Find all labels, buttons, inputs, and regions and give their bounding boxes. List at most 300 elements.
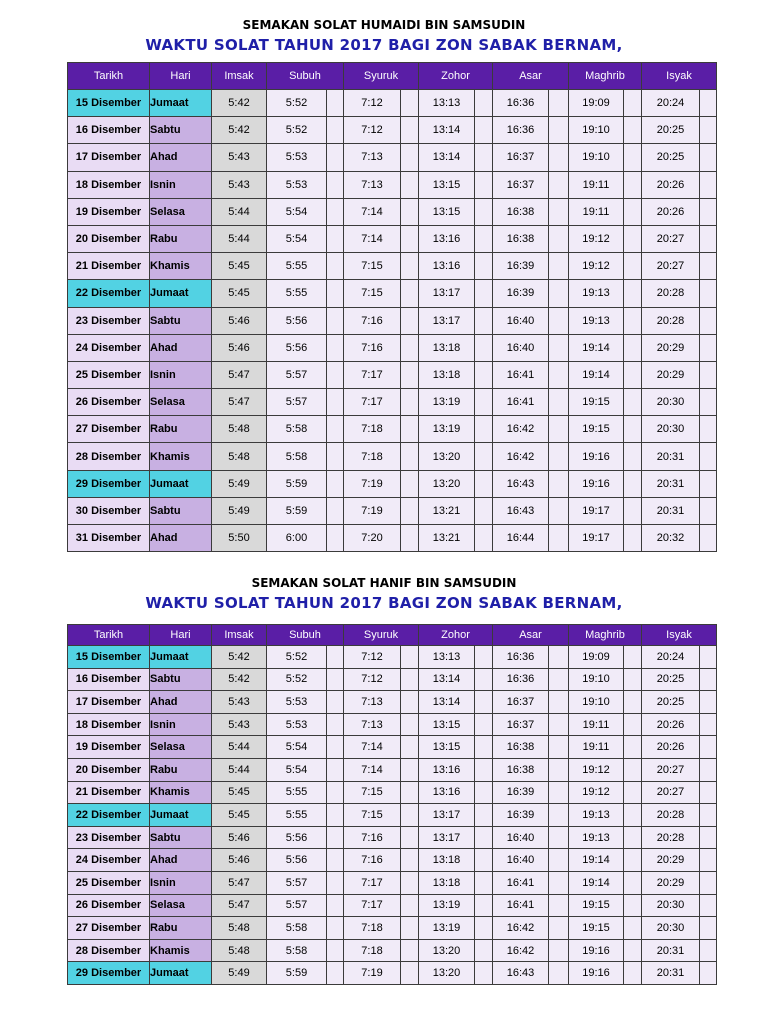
spacer-cell	[327, 758, 344, 781]
spacer-cell	[549, 646, 569, 669]
asar-cell: 16:37	[493, 171, 549, 198]
spacer-cell	[327, 781, 344, 804]
spacer-cell	[624, 781, 642, 804]
spacer-cell	[475, 307, 493, 334]
subuh-cell: 5:52	[267, 90, 327, 117]
subuh-cell: 5:59	[267, 470, 327, 497]
imsak-cell: 5:46	[212, 849, 267, 872]
maghrib-cell: 19:14	[569, 361, 624, 388]
isyak-cell: 20:27	[642, 758, 700, 781]
maghrib-cell: 19:10	[569, 144, 624, 171]
column-header: Tarikh	[68, 63, 150, 90]
day-cell: Jumaat	[150, 280, 212, 307]
spacer-cell	[549, 691, 569, 714]
maghrib-cell: 19:13	[569, 280, 624, 307]
column-header: Zohor	[419, 625, 493, 646]
spacer-cell	[700, 917, 717, 940]
spacer-cell	[401, 525, 419, 552]
spacer-cell	[475, 443, 493, 470]
asar-cell: 16:40	[493, 334, 549, 361]
spacer-cell	[475, 416, 493, 443]
subuh-cell: 5:58	[267, 416, 327, 443]
column-header: Subuh	[267, 625, 344, 646]
table-row	[68, 691, 717, 714]
date-cell: 21 Disember	[68, 781, 150, 804]
maghrib-cell: 19:15	[569, 389, 624, 416]
spacer-cell	[549, 144, 569, 171]
subuh-cell: 5:58	[267, 443, 327, 470]
isyak-cell: 20:27	[642, 781, 700, 804]
zohor-cell: 13:17	[419, 804, 475, 827]
column-header: Zohor	[419, 63, 493, 90]
subuh-cell: 5:58	[267, 939, 327, 962]
day-cell: Isnin	[150, 361, 212, 388]
zohor-cell: 13:15	[419, 171, 475, 198]
isyak-cell: 20:27	[642, 253, 700, 280]
spacer-cell	[700, 253, 717, 280]
spacer-cell	[549, 90, 569, 117]
spacer-cell	[327, 668, 344, 691]
day-cell: Sabtu	[150, 668, 212, 691]
table-row	[68, 334, 717, 361]
spacer-cell	[475, 962, 493, 985]
imsak-cell: 5:49	[212, 497, 267, 524]
day-cell: Selasa	[150, 389, 212, 416]
asar-cell: 16:43	[493, 962, 549, 985]
syuruk-cell: 7:15	[344, 280, 401, 307]
table-row	[68, 225, 717, 252]
prayer-times-table	[67, 624, 717, 985]
table-row	[68, 871, 717, 894]
table-row	[68, 894, 717, 917]
spacer-cell	[475, 117, 493, 144]
spacer-cell	[401, 416, 419, 443]
spacer-cell	[327, 917, 344, 940]
asar-cell: 16:39	[493, 280, 549, 307]
asar-cell: 16:36	[493, 668, 549, 691]
column-header: Subuh	[267, 63, 344, 90]
maghrib-cell: 19:12	[569, 758, 624, 781]
syuruk-cell: 7:18	[344, 443, 401, 470]
day-cell: Selasa	[150, 736, 212, 759]
maghrib-cell: 19:15	[569, 894, 624, 917]
spacer-cell	[624, 758, 642, 781]
zohor-cell: 13:16	[419, 253, 475, 280]
maghrib-cell: 19:11	[569, 171, 624, 198]
spacer-cell	[549, 525, 569, 552]
table-row	[68, 826, 717, 849]
spacer-cell	[401, 849, 419, 872]
imsak-cell: 5:44	[212, 198, 267, 225]
imsak-cell: 5:49	[212, 470, 267, 497]
table-row	[68, 416, 717, 443]
table-row	[68, 849, 717, 872]
day-cell: Isnin	[150, 713, 212, 736]
asar-cell: 16:37	[493, 144, 549, 171]
maghrib-cell: 19:17	[569, 525, 624, 552]
spacer-cell	[624, 497, 642, 524]
table-row	[68, 470, 717, 497]
spacer-cell	[475, 871, 493, 894]
day-cell: Jumaat	[150, 804, 212, 827]
spacer-cell	[624, 646, 642, 669]
asar-cell: 16:42	[493, 443, 549, 470]
spacer-cell	[475, 758, 493, 781]
isyak-cell: 20:30	[642, 894, 700, 917]
day-cell: Rabu	[150, 758, 212, 781]
imsak-cell: 5:46	[212, 826, 267, 849]
table-row	[68, 525, 717, 552]
spacer-cell	[700, 646, 717, 669]
zohor-cell: 13:19	[419, 917, 475, 940]
maghrib-cell: 19:13	[569, 804, 624, 827]
spacer-cell	[549, 361, 569, 388]
date-cell: 28 Disember	[68, 443, 150, 470]
zohor-cell: 13:17	[419, 280, 475, 307]
asar-cell: 16:41	[493, 894, 549, 917]
maghrib-cell: 19:16	[569, 443, 624, 470]
asar-cell: 16:37	[493, 713, 549, 736]
isyak-cell: 20:25	[642, 668, 700, 691]
table-row	[68, 962, 717, 985]
subuh-cell: 5:56	[267, 826, 327, 849]
date-cell: 19 Disember	[68, 736, 150, 759]
subuh-cell: 5:54	[267, 225, 327, 252]
table-row	[68, 280, 717, 307]
spacer-cell	[475, 939, 493, 962]
zohor-cell: 13:18	[419, 334, 475, 361]
spacer-cell	[475, 144, 493, 171]
spacer-cell	[475, 826, 493, 849]
maghrib-cell: 19:11	[569, 736, 624, 759]
zohor-cell: 13:20	[419, 443, 475, 470]
date-cell: 23 Disember	[68, 307, 150, 334]
spacer-cell	[700, 781, 717, 804]
asar-cell: 16:40	[493, 307, 549, 334]
maghrib-cell: 19:11	[569, 713, 624, 736]
date-cell: 16 Disember	[68, 668, 150, 691]
day-cell: Ahad	[150, 849, 212, 872]
spacer-cell	[475, 497, 493, 524]
isyak-cell: 20:26	[642, 171, 700, 198]
spacer-cell	[327, 280, 344, 307]
day-cell: Jumaat	[150, 962, 212, 985]
spacer-cell	[401, 939, 419, 962]
spacer-cell	[549, 117, 569, 144]
day-cell: Ahad	[150, 144, 212, 171]
imsak-cell: 5:44	[212, 758, 267, 781]
spacer-cell	[700, 307, 717, 334]
isyak-cell: 20:25	[642, 144, 700, 171]
date-cell: 22 Disember	[68, 280, 150, 307]
isyak-cell: 20:25	[642, 691, 700, 714]
spacer-cell	[327, 361, 344, 388]
subuh-cell: 5:55	[267, 781, 327, 804]
subuh-cell: 5:52	[267, 117, 327, 144]
spacer-cell	[327, 144, 344, 171]
maghrib-cell: 19:10	[569, 691, 624, 714]
spacer-cell	[475, 90, 493, 117]
subuh-cell: 5:56	[267, 849, 327, 872]
spacer-cell	[475, 804, 493, 827]
zohor-cell: 13:14	[419, 668, 475, 691]
maghrib-cell: 19:10	[569, 668, 624, 691]
spacer-cell	[401, 389, 419, 416]
spacer-cell	[401, 334, 419, 361]
spacer-cell	[401, 668, 419, 691]
spacer-cell	[401, 117, 419, 144]
spacer-cell	[700, 225, 717, 252]
zohor-cell: 13:15	[419, 736, 475, 759]
asar-cell: 16:37	[493, 691, 549, 714]
spacer-cell	[700, 334, 717, 361]
imsak-cell: 5:49	[212, 962, 267, 985]
subuh-cell: 5:57	[267, 871, 327, 894]
asar-cell: 16:36	[493, 90, 549, 117]
spacer-cell	[327, 736, 344, 759]
date-cell: 17 Disember	[68, 144, 150, 171]
spacer-cell	[700, 280, 717, 307]
spacer-cell	[475, 389, 493, 416]
zohor-cell: 13:18	[419, 361, 475, 388]
isyak-cell: 20:30	[642, 917, 700, 940]
zohor-cell: 13:17	[419, 307, 475, 334]
spacer-cell	[327, 939, 344, 962]
date-cell: 26 Disember	[68, 389, 150, 416]
asar-cell: 16:39	[493, 804, 549, 827]
subuh-cell: 5:52	[267, 668, 327, 691]
spacer-cell	[549, 334, 569, 361]
spacer-cell	[401, 871, 419, 894]
subuh-cell: 5:56	[267, 307, 327, 334]
spacer-cell	[700, 826, 717, 849]
header-row	[68, 63, 717, 90]
table-row	[68, 646, 717, 669]
spacer-cell	[624, 280, 642, 307]
spacer-cell	[475, 849, 493, 872]
zohor-cell: 13:21	[419, 497, 475, 524]
spacer-cell	[549, 917, 569, 940]
asar-cell: 16:42	[493, 416, 549, 443]
table-row	[68, 758, 717, 781]
date-cell: 24 Disember	[68, 849, 150, 872]
imsak-cell: 5:43	[212, 171, 267, 198]
subuh-cell: 6:00	[267, 525, 327, 552]
spacer-cell	[327, 389, 344, 416]
isyak-cell: 20:24	[642, 646, 700, 669]
table-row	[68, 917, 717, 940]
date-cell: 29 Disember	[68, 470, 150, 497]
spacer-cell	[327, 826, 344, 849]
imsak-cell: 5:47	[212, 389, 267, 416]
table-row	[68, 171, 717, 198]
subuh-cell: 5:55	[267, 804, 327, 827]
spacer-cell	[401, 171, 419, 198]
spacer-cell	[475, 171, 493, 198]
spacer-cell	[700, 736, 717, 759]
spacer-cell	[327, 225, 344, 252]
isyak-cell: 20:27	[642, 225, 700, 252]
asar-cell: 16:44	[493, 525, 549, 552]
syuruk-cell: 7:14	[344, 736, 401, 759]
spacer-cell	[549, 443, 569, 470]
syuruk-cell: 7:18	[344, 939, 401, 962]
subuh-cell: 5:53	[267, 713, 327, 736]
maghrib-cell: 19:11	[569, 198, 624, 225]
maghrib-cell: 19:09	[569, 646, 624, 669]
column-header: Maghrib	[569, 63, 642, 90]
spacer-cell	[401, 781, 419, 804]
column-header: Syuruk	[344, 625, 419, 646]
spacer-cell	[327, 307, 344, 334]
spacer-cell	[700, 497, 717, 524]
subuh-cell: 5:54	[267, 736, 327, 759]
imsak-cell: 5:45	[212, 781, 267, 804]
imsak-cell: 5:42	[212, 668, 267, 691]
spacer-cell	[700, 198, 717, 225]
maghrib-cell: 19:12	[569, 253, 624, 280]
spacer-cell	[401, 470, 419, 497]
imsak-cell: 5:45	[212, 804, 267, 827]
imsak-cell: 5:44	[212, 225, 267, 252]
spacer-cell	[401, 917, 419, 940]
spacer-cell	[624, 361, 642, 388]
spacer-cell	[475, 470, 493, 497]
isyak-cell: 20:30	[642, 389, 700, 416]
zohor-cell: 13:17	[419, 826, 475, 849]
maghrib-cell: 19:14	[569, 849, 624, 872]
section-subtitle: SEMAKAN SOLAT HUMAIDI BIN SAMSUDIN	[242, 18, 526, 32]
syuruk-cell: 7:17	[344, 389, 401, 416]
maghrib-cell: 19:14	[569, 334, 624, 361]
spacer-cell	[624, 962, 642, 985]
table-row	[68, 198, 717, 225]
day-cell: Sabtu	[150, 826, 212, 849]
day-cell: Ahad	[150, 334, 212, 361]
asar-cell: 16:41	[493, 389, 549, 416]
table-row	[68, 736, 717, 759]
spacer-cell	[549, 781, 569, 804]
spacer-cell	[475, 525, 493, 552]
section-subtitle: SEMAKAN SOLAT HANIF BIN SAMSUDIN	[251, 576, 517, 590]
spacer-cell	[475, 668, 493, 691]
table-row	[68, 90, 717, 117]
asar-cell: 16:42	[493, 939, 549, 962]
asar-cell: 16:41	[493, 871, 549, 894]
spacer-cell	[549, 416, 569, 443]
syuruk-cell: 7:18	[344, 416, 401, 443]
spacer-cell	[549, 171, 569, 198]
spacer-cell	[700, 117, 717, 144]
spacer-cell	[475, 691, 493, 714]
spacer-cell	[327, 849, 344, 872]
spacer-cell	[327, 470, 344, 497]
spacer-cell	[549, 871, 569, 894]
isyak-cell: 20:30	[642, 416, 700, 443]
syuruk-cell: 7:15	[344, 253, 401, 280]
imsak-cell: 5:42	[212, 646, 267, 669]
syuruk-cell: 7:19	[344, 470, 401, 497]
maghrib-cell: 19:15	[569, 917, 624, 940]
asar-cell: 16:38	[493, 198, 549, 225]
imsak-cell: 5:47	[212, 894, 267, 917]
zohor-cell: 13:16	[419, 225, 475, 252]
spacer-cell	[624, 713, 642, 736]
spacer-cell	[475, 225, 493, 252]
spacer-cell	[327, 497, 344, 524]
spacer-cell	[700, 416, 717, 443]
spacer-cell	[475, 361, 493, 388]
column-header: Isyak	[642, 625, 717, 646]
spacer-cell	[700, 691, 717, 714]
spacer-cell	[327, 117, 344, 144]
zohor-cell: 13:15	[419, 198, 475, 225]
day-cell: Khamis	[150, 253, 212, 280]
isyak-cell: 20:31	[642, 443, 700, 470]
subuh-cell: 5:57	[267, 361, 327, 388]
imsak-cell: 5:46	[212, 307, 267, 334]
date-cell: 20 Disember	[68, 758, 150, 781]
isyak-cell: 20:31	[642, 497, 700, 524]
asar-cell: 16:36	[493, 117, 549, 144]
spacer-cell	[401, 646, 419, 669]
maghrib-cell: 19:12	[569, 225, 624, 252]
isyak-cell: 20:28	[642, 804, 700, 827]
date-cell: 27 Disember	[68, 416, 150, 443]
spacer-cell	[401, 90, 419, 117]
column-header: Hari	[150, 63, 212, 90]
imsak-cell: 5:48	[212, 443, 267, 470]
spacer-cell	[401, 225, 419, 252]
imsak-cell: 5:43	[212, 144, 267, 171]
prayer-times-table	[67, 62, 717, 552]
subuh-cell: 5:57	[267, 894, 327, 917]
isyak-cell: 20:26	[642, 713, 700, 736]
asar-cell: 16:38	[493, 736, 549, 759]
spacer-cell	[624, 894, 642, 917]
spacer-cell	[549, 470, 569, 497]
zohor-cell: 13:16	[419, 781, 475, 804]
syuruk-cell: 7:12	[344, 90, 401, 117]
spacer-cell	[624, 117, 642, 144]
table-row	[68, 253, 717, 280]
spacer-cell	[624, 198, 642, 225]
zohor-cell: 13:13	[419, 646, 475, 669]
zohor-cell: 13:20	[419, 962, 475, 985]
date-cell: 15 Disember	[68, 90, 150, 117]
spacer-cell	[549, 804, 569, 827]
section-title: WAKTU SOLAT TAHUN 2017 BAGI ZON SABAK BERNAM,	[145, 36, 623, 54]
table-row	[68, 117, 717, 144]
date-cell: 16 Disember	[68, 117, 150, 144]
zohor-cell: 13:20	[419, 470, 475, 497]
day-cell: Khamis	[150, 939, 212, 962]
table-row	[68, 144, 717, 171]
syuruk-cell: 7:15	[344, 804, 401, 827]
syuruk-cell: 7:13	[344, 144, 401, 171]
spacer-cell	[475, 334, 493, 361]
maghrib-cell: 19:13	[569, 826, 624, 849]
subuh-cell: 5:53	[267, 691, 327, 714]
spacer-cell	[401, 497, 419, 524]
table-row	[68, 361, 717, 388]
subuh-cell: 5:56	[267, 334, 327, 361]
spacer-cell	[700, 389, 717, 416]
spacer-cell	[700, 894, 717, 917]
column-header: Isyak	[642, 63, 717, 90]
zohor-cell: 13:14	[419, 117, 475, 144]
spacer-cell	[401, 253, 419, 280]
